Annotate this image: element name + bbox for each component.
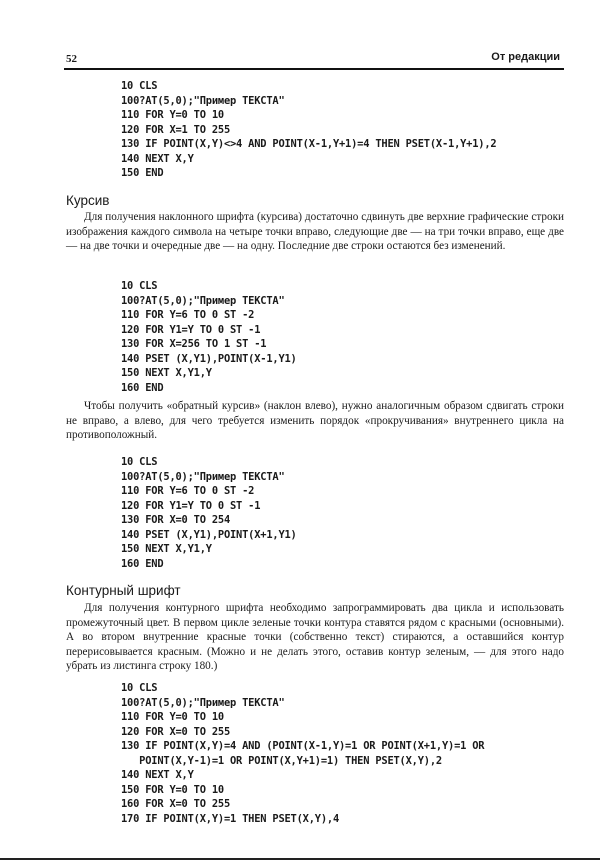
code-line: 160 FOR X=0 TO 255 xyxy=(121,798,231,810)
code-line: 110 FOR Y=0 TO 10 xyxy=(121,109,224,121)
code-line: 150 NEXT X,Y1,Y xyxy=(121,367,212,379)
code-line: POINT(X,Y-1)=1 OR POINT(X,Y+1)=1) THEN PSET(X,Y),2 xyxy=(121,754,442,767)
code-line: 120 FOR X=1 TO 255 xyxy=(121,123,231,136)
code-line: 160 END xyxy=(121,381,164,394)
code-line: 10 CLS xyxy=(121,456,158,468)
code-line: 150 NEXT X,Y1,Y xyxy=(121,543,212,555)
code-line: 110 FOR Y=6 TO 0 ST -2 xyxy=(121,485,255,497)
header-rule xyxy=(64,68,564,70)
code-line: 100?AT(5,0);"Пример ТЕКСТА" xyxy=(121,94,285,107)
code-line: 160 END xyxy=(121,557,164,570)
code-line: 110 FOR Y=6 TO 0 ST -2 xyxy=(121,309,255,321)
code-line: 140 NEXT X,Y xyxy=(121,152,194,165)
code-line: 10 CLS xyxy=(121,682,158,694)
code-listing-2 xyxy=(121,279,297,395)
code-line: 130 IF POINT(X,Y)<>4 AND POINT(X-1,Y+1)=4 THEN PSET(X-1,Y+1),2 xyxy=(121,138,497,150)
code-listing-4 xyxy=(121,681,484,826)
page-bottom-edge xyxy=(0,858,600,860)
code-line: 140 NEXT X,Y xyxy=(121,769,194,781)
code-line: 130 FOR X=256 TO 1 ST -1 xyxy=(121,338,267,350)
code-line: 170 IF POINT(X,Y)=1 THEN PSET(X,Y),4 xyxy=(121,812,340,825)
code-line: 10 CLS xyxy=(121,80,158,92)
code-line: 120 FOR Y1=Y TO 0 ST -1 xyxy=(121,499,261,512)
section-heading-outline: Контурный шрифт xyxy=(66,583,181,598)
code-line: 10 CLS xyxy=(121,280,158,292)
code-line: 100?AT(5,0);"Пример ТЕКСТА" xyxy=(121,470,285,483)
code-line: 120 FOR Y1=Y TO 0 ST -1 xyxy=(121,323,261,336)
paragraph-outline: Для получения контурного шрифта необходимо запрограммировать два цикла и использовать промежуточный цвет. В первом цикле зеленые точки контура ставятся рядом с красными (основными). А во втором внутренние красные точки (собственно текст) стираются, а оставшийся контур перерисовывается красным. (Можно и не делать этого, оставив контур зеленым, — для этого надо убрать из листинга строку 180.) xyxy=(66,602,564,672)
code-line: 150 END xyxy=(121,167,164,179)
section-heading-italic: Курсив xyxy=(66,193,110,208)
code-line: 140 PSET (X,Y1),POINT(X-1,Y1) xyxy=(121,352,297,365)
paragraph-reverse-italic: Чтобы получить «обратный курсив» (наклон влево), нужно аналогичным образом сдвигать строки не вправо, а влево, для чего требуется изменить порядок «прокручивания» внутреннего цикла на противоположный. xyxy=(66,400,564,441)
code-line: 100?AT(5,0);"Пример ТЕКСТА" xyxy=(121,696,285,709)
code-listing-1 xyxy=(121,79,496,181)
code-line: 100?AT(5,0);"Пример ТЕКСТА" xyxy=(121,294,285,307)
code-listing-3 xyxy=(121,455,297,571)
paragraph-italic: Для получения наклонного шрифта (курсива) достаточно сдвинуть две верхние графические строки изображения каждого символа на четыре точки вправо, следующие две — на три точки вправо, еще две — на две точки и очередные две — на одну. Последние две строки остаются без изменений. xyxy=(66,211,564,252)
code-line: 140 PSET (X,Y1),POINT(X+1,Y1) xyxy=(121,528,297,541)
code-line: 130 IF POINT(X,Y)=4 AND (POINT(X-1,Y)=1 OR POINT(X+1,Y)=1 OR xyxy=(121,740,485,752)
code-line: 130 FOR X=0 TO 254 xyxy=(121,514,231,526)
code-line: 110 FOR Y=0 TO 10 xyxy=(121,711,224,723)
running-title: От редакции xyxy=(491,51,560,63)
code-line: 120 FOR X=0 TO 255 xyxy=(121,725,231,738)
code-line: 150 FOR Y=0 TO 10 xyxy=(121,783,224,796)
page-number: 52 xyxy=(66,53,77,65)
